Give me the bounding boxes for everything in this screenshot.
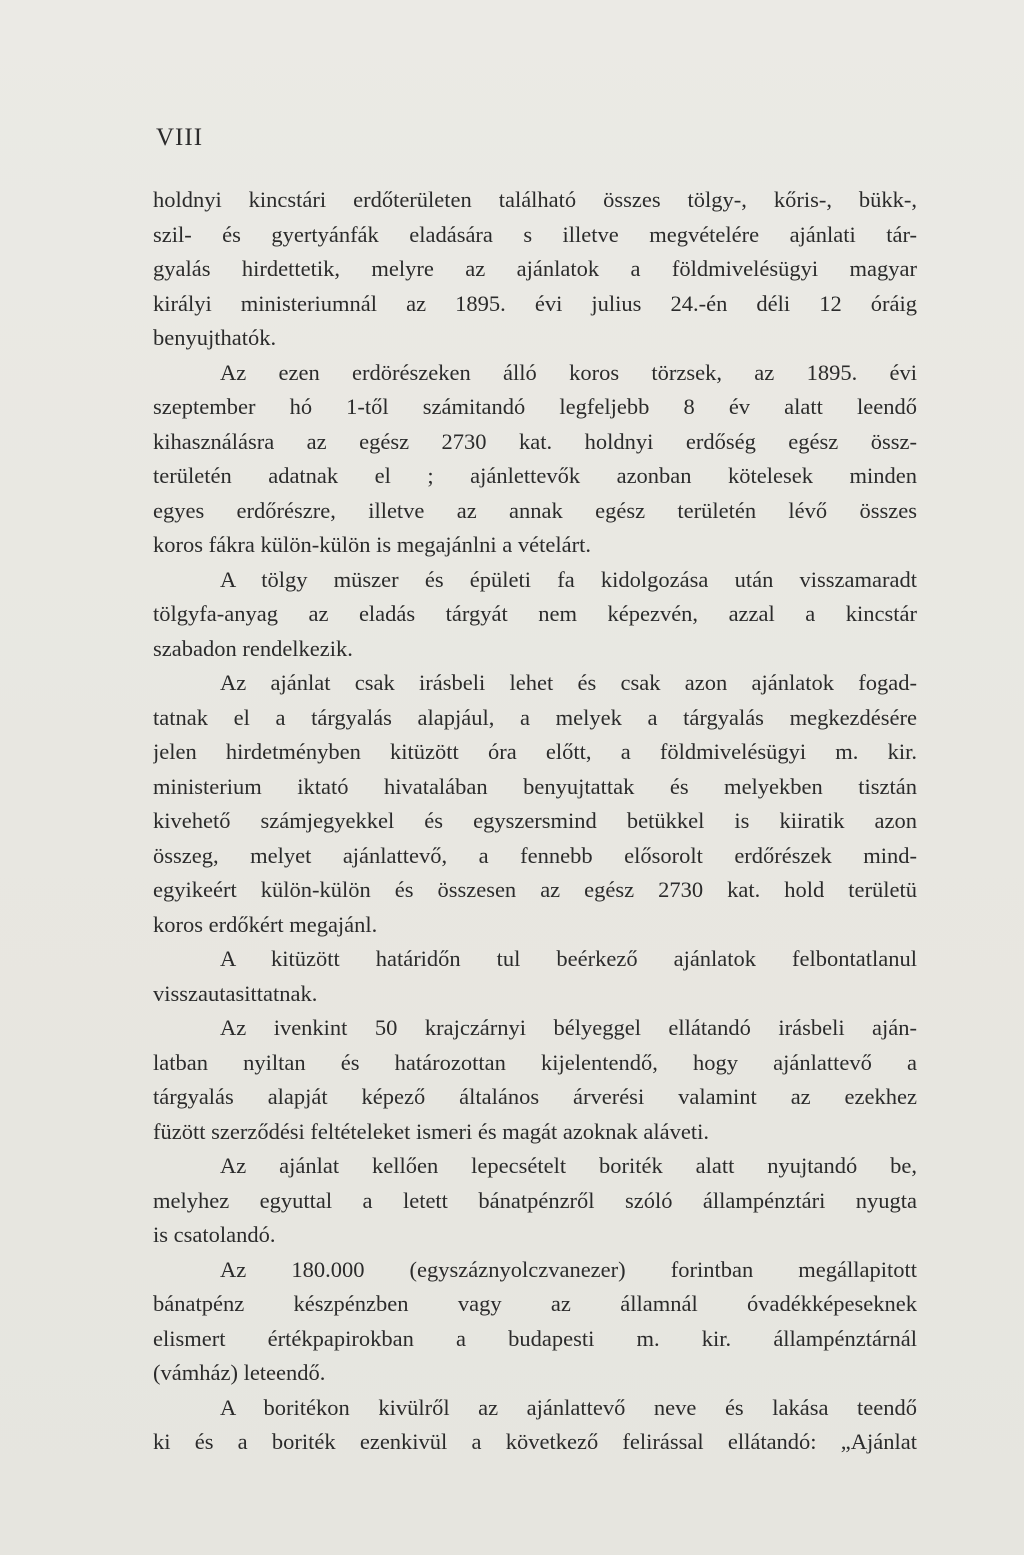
text-line: tárgyalás alapját képező általános árverési valamint az ezekhez: [153, 1084, 917, 1109]
text-line: Az ajánlat kellően lepecsételt boriték alatt nyujtandó be,: [220, 1153, 917, 1178]
text-line: is csatolandó.: [153, 1222, 276, 1247]
text-line: füzött szerződési feltételeket ismeri és magát azoknak aláveti.: [153, 1118, 709, 1144]
text-line: egyes erdőrészre, illetve az annak egész területén lévő összes: [153, 497, 917, 523]
text-line: visszautasittatnak.: [153, 980, 318, 1006]
text-line: területén adatnak el ; ajánlettevők azonban kötelesek minden: [153, 463, 917, 488]
text-line: melyhez egyuttal a letett bánatpénzről szóló állampénztári nyugta: [153, 1187, 917, 1213]
text-line: A kitüzött határidőn tul beérkező ajánlatok felbontatlanul: [220, 946, 917, 971]
text-line: egyikeért külön-külön és összesen az egész 2730 kat. hold területü: [153, 877, 917, 902]
text-line: jelen hirdetményben kitüzött óra előtt, a földmivelésügyi m. kir.: [153, 739, 917, 764]
text-line: elismert értékpapirokban a budapesti m. kir. állampénztárnál: [153, 1325, 917, 1351]
text-line: koros erdőkért megajánl.: [153, 911, 378, 937]
text-line: tatnak el a tárgyalás alapjául, a melyek a tárgyalás megkezdésére: [153, 704, 917, 730]
text-line: benyujthatók.: [153, 325, 277, 350]
text-line: Az ezen erdörészeken álló koros törzsek, az 1895. évi: [220, 359, 917, 385]
text-line: Az ivenkint 50 krajczárnyi bélyeggel ellátandó irásbeli aján-: [220, 1015, 917, 1040]
text-line: bánatpénz készpénzben vagy az államnál óvadékképeseknek: [153, 1291, 917, 1316]
text-line: Az 180.000 (egyszáznyolczvanezer) forintban megállapitott: [220, 1256, 917, 1282]
text-line: szeptember hó 1-től számitandó legfeljebb 8 év alatt leendő: [153, 394, 917, 419]
text-line: gyalás hirdettetik, melyre az ajánlatok a földmivelésügyi magyar: [153, 256, 917, 281]
page-number: VIII: [156, 124, 204, 151]
text-line: latban nyiltan és határozottan kijelentendő, hogy ajánlattevő a: [153, 1049, 917, 1075]
text-line: A tölgy müszer és épületi fa kidolgozása után visszamaradt: [220, 566, 917, 592]
text-line: A boritékon kivülről az ajánlattevő neve és lakása teendő: [220, 1394, 917, 1420]
text-line: királyi ministeriumnál az 1895. évi julius 24.-én déli 12 óráig: [153, 290, 917, 316]
text-line: ministerium iktató hivatalában benyujtattak és melyekben tisztán: [153, 773, 917, 799]
text-line: (vámház) leteendő.: [153, 1360, 326, 1385]
text-line: tölgyfa-anyag az eladás tárgyát nem képezvén, azzal a kincstár: [153, 601, 917, 626]
text-line: kihasználásra az egész 2730 kat. holdnyi erdőség egész össz-: [153, 428, 917, 454]
text-line: Az ajánlat csak irásbeli lehet és csak azon ajánlatok fogad-: [220, 670, 917, 695]
text-line: holdnyi kincstári erdőterületen található összes tölgy-, kőris-, bükk-,: [153, 187, 917, 212]
text-line: kivehető számjegyekkel és egyszersmind betükkel is kiiratik azon: [153, 808, 917, 833]
text-line: koros fákra külön-külön is megajánlni a vételárt.: [153, 532, 591, 557]
text-line: ki és a boriték ezenkivül a következő felirással ellátandó: „Ajánlat: [153, 1429, 917, 1454]
text-line: szil- és gyertyánfák eladására s illetve megvételére ajánlati tár-: [153, 221, 917, 247]
text-line: szabadon rendelkezik.: [153, 635, 353, 661]
body-text: [153, 183, 917, 1460]
text-line: összeg, melyet ajánlattevő, a fennebb elősorolt erdőrészek mind-: [153, 842, 917, 868]
